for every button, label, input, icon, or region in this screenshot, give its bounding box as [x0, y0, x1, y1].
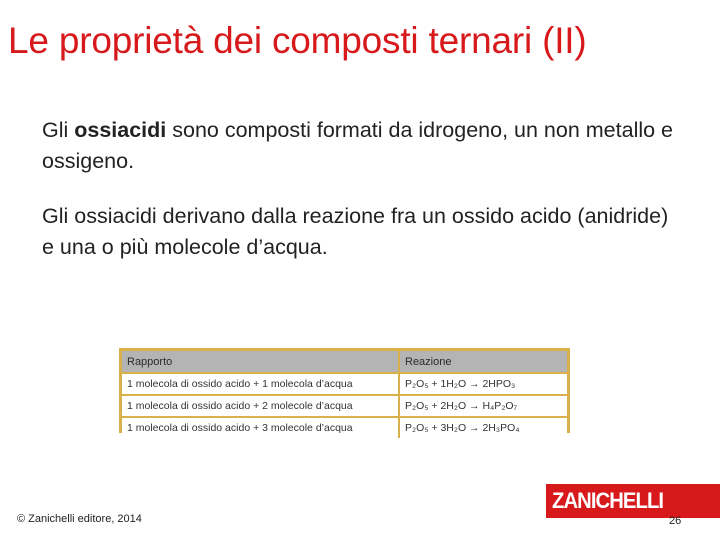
header-rapporto: Rapporto: [122, 351, 399, 373]
paragraph-origin: Gli ossiacidi derivano dalla reazione fra un ossido acido (anidride) e una o più molecole d’acqua.: [42, 204, 669, 259]
cell-reazione: P₂O₅ + 1H₂O → 2HPO₃: [399, 373, 567, 395]
cell-reazione: P₂O₅ + 3H₂O → 2H₃PO₄: [399, 417, 567, 438]
cell-rapporto: 1 molecola di ossido acido + 1 molecola d’acqua: [122, 373, 399, 395]
term-ossiacidi: ossiacidi: [74, 118, 167, 142]
logo-text: ZANICHELLI: [552, 488, 664, 513]
table-row: [122, 373, 567, 395]
paragraph-definition: [42, 115, 682, 177]
header-reazione: Reazione: [399, 351, 567, 373]
cell-reazione: P₂O₅ + 2H₂O → H₄P₂O₇: [399, 395, 567, 417]
cell-rapporto: 1 molecola di ossido acido + 2 molecole d’acqua: [122, 395, 399, 417]
zanichelli-logo: [546, 484, 720, 518]
copyright-notice: © Zanichelli editore, 2014: [17, 513, 142, 525]
reaction-table-frame: [119, 348, 570, 433]
paragraph-lead: Gli: [42, 118, 75, 142]
table-row: [122, 417, 567, 438]
page-number: 26: [669, 515, 682, 527]
table-row: [122, 395, 567, 417]
paragraph-rest: sono composti formati da idrogeno, un non metallo e ossigeno.: [42, 118, 674, 173]
cell-rapporto: 1 molecola di ossido acido + 3 molecole d’acqua: [122, 417, 399, 438]
slide-title: Le proprietà dei composti ternari (II): [8, 20, 587, 61]
table-header-row: [122, 351, 567, 373]
reaction-table: [122, 351, 567, 438]
